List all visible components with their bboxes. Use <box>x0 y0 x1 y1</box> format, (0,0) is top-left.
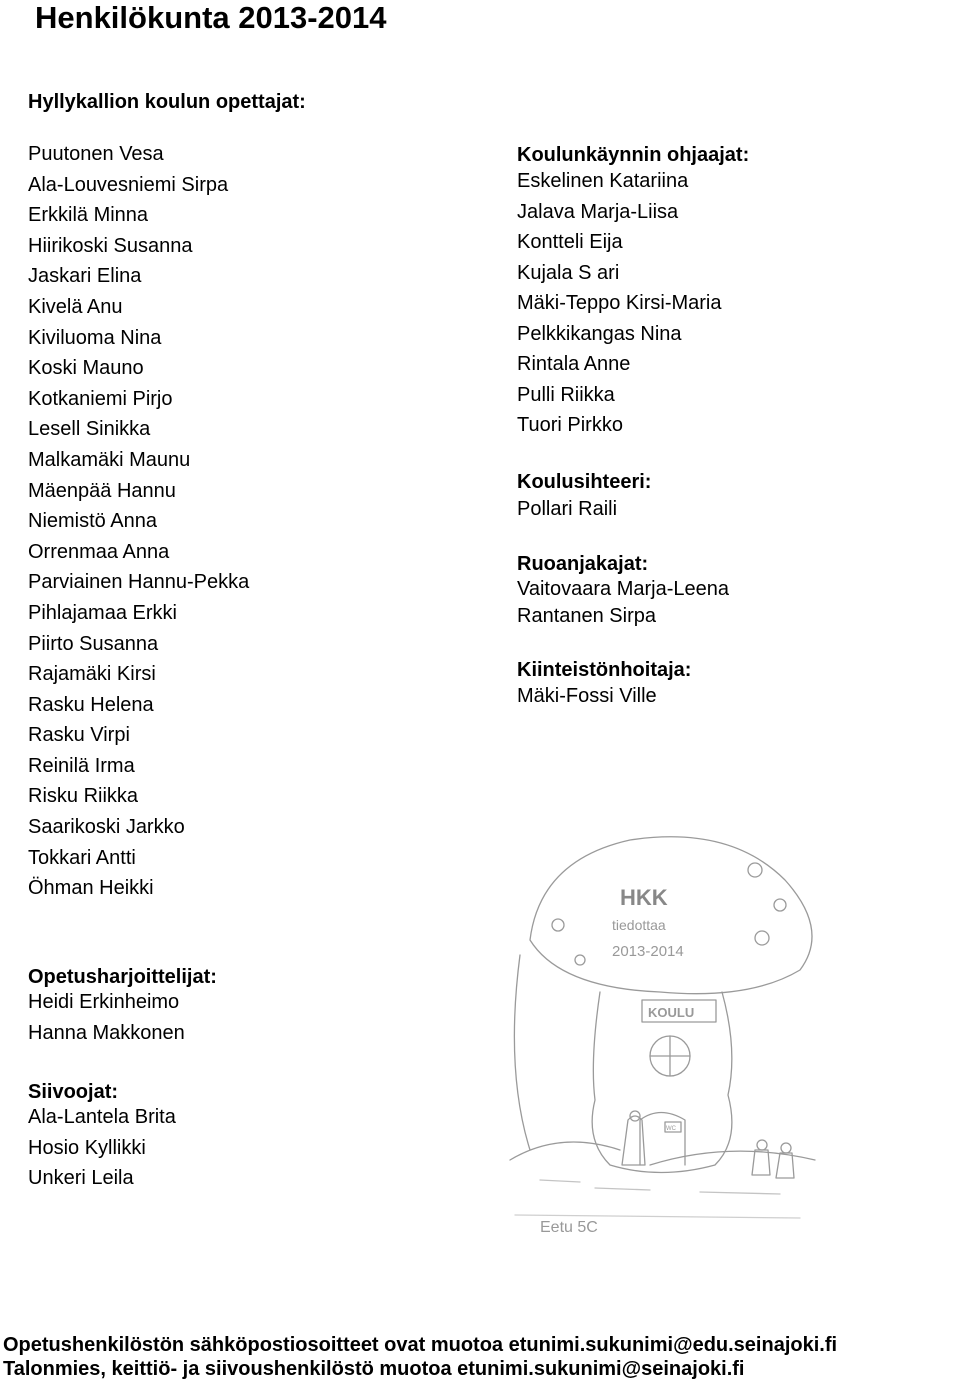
trainees-heading: Opetusharjoittelijat: <box>28 966 217 988</box>
cleaners-list <box>28 1102 176 1194</box>
secretary-list <box>517 496 617 523</box>
teachers-name: Saarikoski Jarkko <box>28 816 185 839</box>
teachers-name: Orrenmaa Anna <box>28 540 170 563</box>
assistants-name: Tuori Pirkko <box>517 414 623 436</box>
teachers-name: Malkamäki Maunu <box>28 448 191 471</box>
teachers-name: Kotkaniemi Pirjo <box>28 387 173 410</box>
cap-text-hkk: HKK <box>620 885 668 910</box>
teachers-name: Mäenpää Hannu <box>28 479 176 502</box>
teachers-name: Reinilä Irma <box>28 754 135 777</box>
teachers-name: Rajamäki Kirsi <box>28 663 156 686</box>
assistants-name: Kujala S ari <box>517 261 620 284</box>
teachers-name: Koski Mauno <box>28 357 144 380</box>
assistants-name: Pulli Riikka <box>517 383 615 406</box>
trainees-name: Heidi Erkinheimo <box>28 991 180 1013</box>
page-title: Henkilökunta 2013-2014 <box>35 0 387 35</box>
footer-line-2: Talonmies, keittiö- ja siivoushenkilöstö muotoa etunimi.sukunimi@seinajoki.fi <box>3 1358 745 1380</box>
cleaners-heading: Siivoojat: <box>28 1081 119 1103</box>
cap-text-year: 2013-2014 <box>612 943 684 960</box>
artist-signature: Eetu 5C <box>540 1219 598 1236</box>
drawing-sign-koulu: KOULU <box>648 1005 695 1020</box>
assistants-name: Mäki-Teppo Kirsi-Maria <box>517 292 722 314</box>
teachers-name: Tokkari Antti <box>28 846 136 869</box>
trainees-name: Hanna Makkonen <box>28 1021 185 1044</box>
teachers-name: Pihlajamaa Erkki <box>28 601 177 624</box>
footer-line-1: Opetushenkilöstön sähköpostiosoitteet ovat muotoa etunimi.sukunimi@edu.seinajoki.fi <box>3 1334 838 1356</box>
teachers-name: Öhman Heikki <box>28 877 154 900</box>
teachers-name: Jaskari Elina <box>28 265 142 288</box>
cleaners-name: Ala-Lantela Brita <box>28 1106 176 1128</box>
food-heading: Ruoanjakajat: <box>517 553 649 575</box>
janitor-list <box>517 683 657 710</box>
assistants-heading: Koulunkäynnin ohjaajat: <box>517 144 750 166</box>
cleaners-name: Unkeri Leila <box>28 1167 134 1189</box>
mushroom-school-drawing <box>500 820 820 1250</box>
teachers-name: Puutonen Vesa <box>28 143 164 165</box>
teachers-heading: Hyllykallion koulun opettajat: <box>28 91 306 113</box>
teachers-name: Kivelä Anu <box>28 295 123 318</box>
teachers-name: Rasku Helena <box>28 693 154 716</box>
teachers-name: Risku Riikka <box>28 785 139 808</box>
teachers-name: Piirto Susanna <box>28 632 159 655</box>
teachers-name: Hiirikoski Susanna <box>28 234 193 257</box>
cap-text-tiedottaa: tiedottaa <box>612 917 666 933</box>
teachers-name: Niemistö Anna <box>28 510 157 533</box>
food-name: Vaitovaara Marja-Leena <box>517 578 729 600</box>
assistants-name: Kontteli Eija <box>517 231 623 253</box>
janitor-heading: Kiinteistönhoitaja: <box>517 659 692 681</box>
secretary-name: Pollari Raili <box>517 498 618 520</box>
teachers-list <box>28 139 249 904</box>
teachers-name: Parviainen Hannu-Pekka <box>28 571 250 594</box>
cleaners-name: Hosio Kyllikki <box>28 1136 146 1159</box>
assistants-name: Pelkkikangas Nina <box>517 322 682 345</box>
janitor-name: Mäki-Fossi Ville <box>517 685 657 707</box>
assistants-list <box>517 166 722 441</box>
food-list <box>517 576 729 630</box>
secretary-heading: Koulusihteeri: <box>517 471 652 493</box>
teachers-name: Rasku Virpi <box>28 724 130 747</box>
food-name: Rantanen Sirpa <box>517 605 656 627</box>
assistants-name: Rintala Anne <box>517 353 631 375</box>
door-sign: WC <box>666 1126 676 1132</box>
trainees-list <box>28 987 185 1048</box>
assistants-name: Eskelinen Katariina <box>517 170 689 192</box>
teachers-name: Erkkilä Minna <box>28 204 149 227</box>
assistants-name: Jalava Marja-Liisa <box>517 200 679 223</box>
teachers-name: Lesell Sinikka <box>28 418 151 441</box>
teachers-name: Ala-Louvesniemi Sirpa <box>28 173 229 196</box>
teachers-name: Kiviluoma Nina <box>28 326 162 349</box>
